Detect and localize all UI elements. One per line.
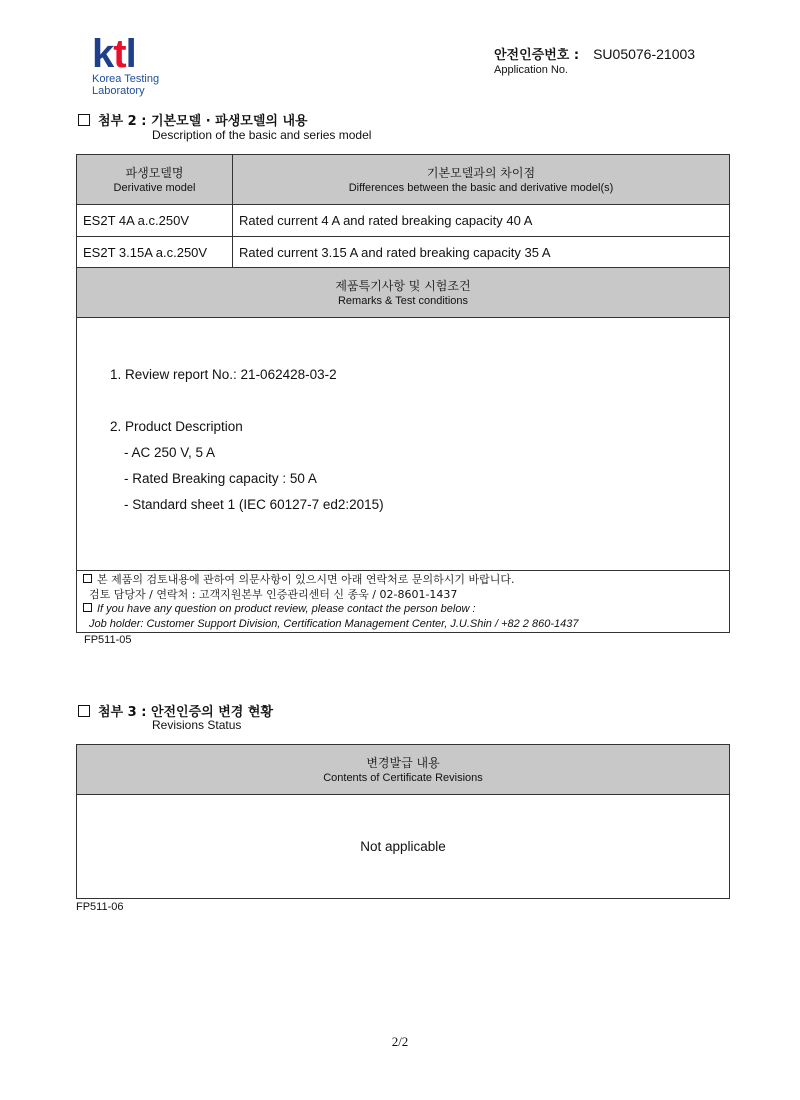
remarks-line: - Standard sheet 1 (IEC 60127-7 ed2:2015) [124,497,384,512]
remarks-body [77,318,730,571]
logo-mark: ktl [92,32,136,76]
col2-en: Differences between the basic and derivative model(s) [348,181,614,194]
app-no-label-en: Application No. [494,64,568,76]
remarks-line: - Rated Breaking capacity : 50 A [124,471,317,486]
revisions-ko: 변경발급 내용 [366,755,440,770]
form-number: FP511-05 [84,634,132,646]
page-number: 2/2 [391,1034,409,1049]
col1-ko: 파생모델명 [125,165,184,180]
difference-cell: Rated current 3.15 A and rated breaking capacity 35 A [233,237,730,268]
logo-subtitle: Korea Testing Laboratory [92,73,160,97]
ktl-logo [92,32,212,97]
model-cell: ES2T 3.15A a.c.250V [77,237,233,268]
contact-note [77,571,730,633]
app-no-value: SU05076-21003 [593,46,696,62]
square-bullet-icon [83,574,92,583]
section2-title-row [78,110,308,129]
note-en-1: If you have any question on product review, please contact the person below : [97,603,476,615]
remarks-line: 1. Review report No.: 21-062428-03-2 [110,367,337,382]
note-ko-2: 검토 담당자 / 연락처 : 고객지원본부 인증관리센터 신 종욱 / 02-8601-1437 [89,588,458,601]
section3-title: 첨부 3 : 안전인증의 변경 현황 [98,705,274,720]
section3-subtitle: Revisions Status [152,718,242,732]
col2-ko: 기본모델과의 차이점 [426,165,536,180]
section2-subtitle: Description of the basic and series model [152,128,372,142]
remarks-header [77,268,730,318]
section2-title: 첨부 2 : 기본모델 · 파생모델의 내용 [98,114,308,129]
app-no-label-ko: 안전인증번호 : [494,48,580,63]
revisions-header [77,745,730,795]
col-header-derivative [77,155,233,205]
remarks-en: Remarks & Test conditions [337,294,469,307]
square-bullet-icon [83,603,92,612]
note-en-2: Job holder: Customer Support Division, Certification Management Center, J.U.Shin / +82 2 860-1437 [89,618,579,630]
table-row [77,237,730,268]
model-cell: ES2T 4A a.c.250V [77,205,233,237]
application-number [494,44,695,76]
remarks-ko: 제품특기사항 및 시험조건 [335,278,471,293]
form-number: FP511-06 [76,901,124,913]
note-ko-1: 본 제품의 검토내용에 관하여 의문사항이 있으시면 아래 연락처로 문의하시기 바랍니다. [97,573,515,586]
revisions-table [76,744,730,899]
checkbox-icon [78,114,90,126]
col-header-differences [233,155,730,205]
revisions-content: Not applicable [77,795,730,899]
checkbox-icon [78,705,90,717]
col1-en: Derivative model [113,181,196,194]
model-table [76,154,730,633]
revisions-en: Contents of Certificate Revisions [323,771,483,784]
table-row [77,205,730,237]
remarks-line: 2. Product Description [110,419,243,434]
remarks-line: - AC 250 V, 5 A [124,445,216,460]
difference-cell: Rated current 4 A and rated breaking capacity 40 A [233,205,730,237]
